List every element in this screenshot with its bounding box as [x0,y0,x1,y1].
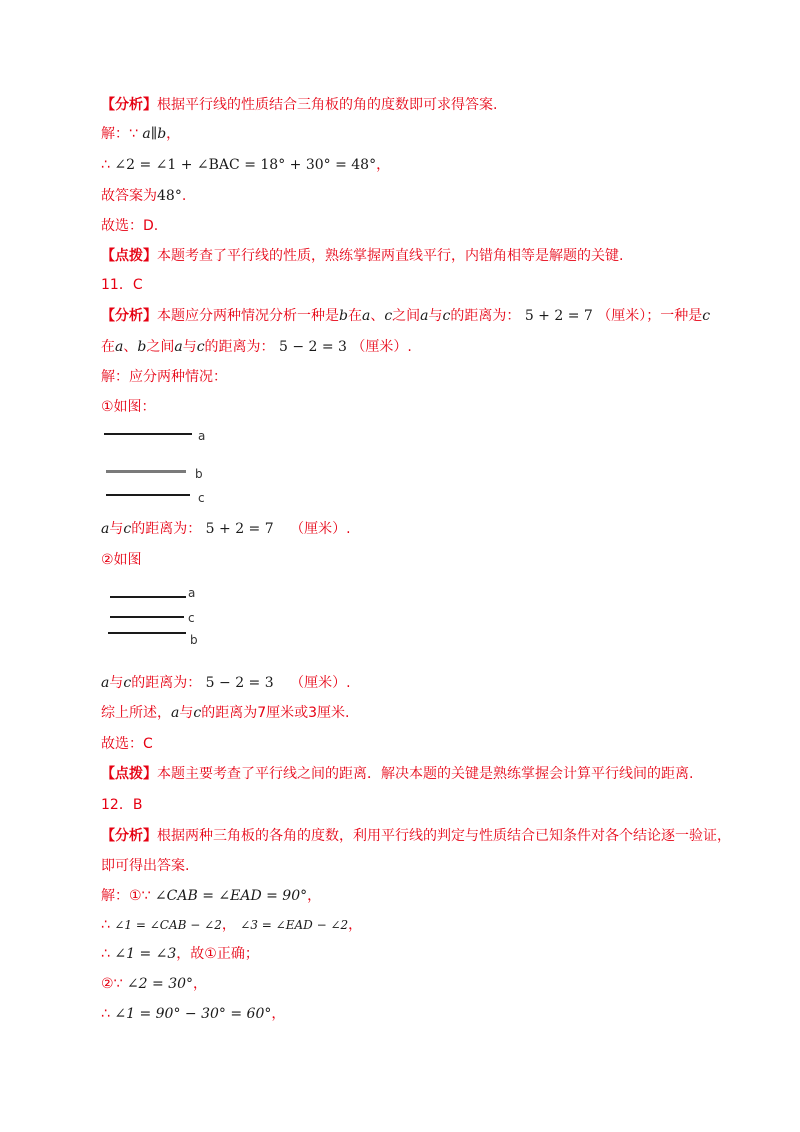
given-expression: a∥b [142,126,167,142]
var-c: c [196,339,205,355]
var-c: c [384,308,393,324]
q12-step5 [101,1004,721,1024]
q10-tip [101,246,721,266]
analysis-text: 根据两种三角板的各角的度数，利用平行线的判定与性质结合已知条件对各个结论逐一验证， [157,828,731,844]
q12-analysis-line1 [101,826,731,846]
q11-case2-result [101,673,721,693]
punctuation: ， [221,917,236,933]
answer-value: 48° [157,188,182,204]
line-a [110,596,186,598]
analysis-text: 与 [109,521,124,537]
q12-step3 [101,944,721,964]
var-c: c [123,521,132,537]
line-label: a [188,586,196,600]
var-a: a [101,675,110,691]
punctuation: ， [271,1006,286,1022]
var-c: c [123,675,132,691]
punctuation: ， [166,126,181,142]
var-a: a [101,521,110,537]
q11-solve-intro: 解：应分两种情况： [101,369,227,385]
q10-angle-step [101,155,721,175]
solve-label: 解： [101,126,129,142]
analysis-text: 的距离为： [131,521,202,537]
angle-expression: ∠3 = ∠EAD − ∠2 [240,918,349,932]
angle-expression: ∠CAB = ∠EAD = 90° [154,888,308,904]
q10-analysis [101,95,721,115]
step-prefix: ②∵ [101,976,123,992]
q10-solution-given [101,124,721,144]
q12-step1 [101,886,721,906]
q11-case1-result [101,519,721,539]
sum-expression: 5 + 2 = 7 [524,308,593,324]
q11-analysis-line1 [101,306,721,326]
tip-tag: 【点拨】 [101,766,157,782]
analysis-text: ，故①正确； [176,946,259,962]
var-a: a [171,705,180,721]
angle-expression: ∠1 = 90° − 30° = 60° [114,1006,272,1022]
diff-expression: 5 − 2 = 3 [278,339,347,355]
line-a [104,433,192,435]
analysis-text: 本题应分两种情况分析一种是 [157,308,339,324]
q11-number: 11．C [101,277,143,293]
step-prefix: 解：①∵ [101,888,151,904]
punctuation: 、 [370,308,385,324]
unit-text: （厘米）；一种是 [597,308,703,324]
analysis-tag: 【分析】 [101,308,157,324]
therefore-symbol: ∴ [101,946,110,962]
q11-case1-label: ①如图： [101,399,156,415]
q12-step4 [101,974,721,994]
analysis-text: 之间 [146,339,175,355]
unit-text: （厘米）. [290,675,351,691]
therefore-symbol: ∴ [101,1006,110,1022]
var-a: a [174,339,183,355]
analysis-text: 之间 [392,308,421,324]
var-c: c [442,308,451,324]
sum-expression: 5 + 2 = 7 [205,521,274,537]
analysis-text: 在 [347,308,362,324]
punctuation: ， [376,157,391,173]
analysis-tag: 【分析】 [101,97,157,113]
q12-step2 [101,915,721,935]
analysis-text: 的距离为： [204,339,275,355]
analysis-text: 与 [428,308,443,324]
var-c: c [702,308,711,324]
punctuation: . [181,188,187,204]
analysis-text: 与 [182,339,197,355]
therefore-symbol: ∴ [101,157,110,173]
line-label: b [190,633,198,647]
q11-choice: 故选：C [101,736,153,752]
tip-tag: 【点拨】 [101,248,157,264]
q11-case2-label: ②如图 [101,552,142,568]
analysis-text: 综上所述， [101,705,171,721]
q12-number: 12．B [101,797,143,813]
line-label: a [198,429,206,443]
analysis-text: 在 [101,339,115,355]
tip-text: 本题主要考查了平行线之间的距离．解决本题的关键是熟练掌握会计算平行线间的距离. [157,766,694,782]
angle-expression: ∠2 = 30° [126,976,194,992]
parallel-lines-figure-2 [100,585,230,645]
q11-summary [101,703,721,723]
line-label: b [195,467,203,481]
angle-expression: ∠1 = ∠3 [114,946,177,962]
var-a: a [115,339,124,355]
analysis-text: 的距离为： [131,675,202,691]
parallel-lines-figure-1 [100,428,230,508]
punctuation: 、 [123,339,138,355]
var-b: b [339,308,348,324]
therefore-symbol: ∴ [101,917,110,933]
var-c: c [193,705,202,721]
unit-text: （厘米）. [351,339,412,355]
analysis-text: 的距离为： [450,308,521,324]
line-c [106,494,190,496]
q12-analysis-line2: 即可得出答案. [101,858,190,874]
unit-text: （厘米）. [290,521,351,537]
analysis-text: 的距离为7厘米或3厘米. [201,705,350,721]
q10-choice: 故选：D. [101,218,159,234]
punctuation: ， [307,888,322,904]
q11-analysis-line2 [101,337,721,357]
line-label: c [198,491,205,505]
tip-text: 本题考查了平行线的性质，熟练掌握两直线平行，内错角相等是解题的关键. [157,248,624,264]
line-b [106,470,186,473]
var-b: b [137,339,147,355]
angle-expression: ∠1 = ∠CAB − ∠2 [114,918,222,932]
punctuation: ， [193,976,208,992]
punctuation: ， [348,917,363,933]
analysis-tag: 【分析】 [101,828,157,844]
analysis-text: 与 [109,675,124,691]
line-label: c [188,611,195,625]
q10-answer [101,186,721,206]
var-a: a [361,308,371,324]
line-b [108,632,186,634]
because-symbol: ∵ [129,126,138,142]
analysis-text: 根据平行线的性质结合三角板的角的度数即可求得答案. [157,97,498,113]
line-c [110,616,184,618]
analysis-text: 与 [179,705,194,721]
answer-prefix: 故答案为 [101,188,157,204]
var-a: a [420,308,429,324]
q11-tip [101,764,721,784]
diff-expression: 5 − 2 = 3 [205,675,274,691]
angle-expression: ∠2 = ∠1 + ∠BAC = 18° + 30° = 48° [114,157,377,173]
